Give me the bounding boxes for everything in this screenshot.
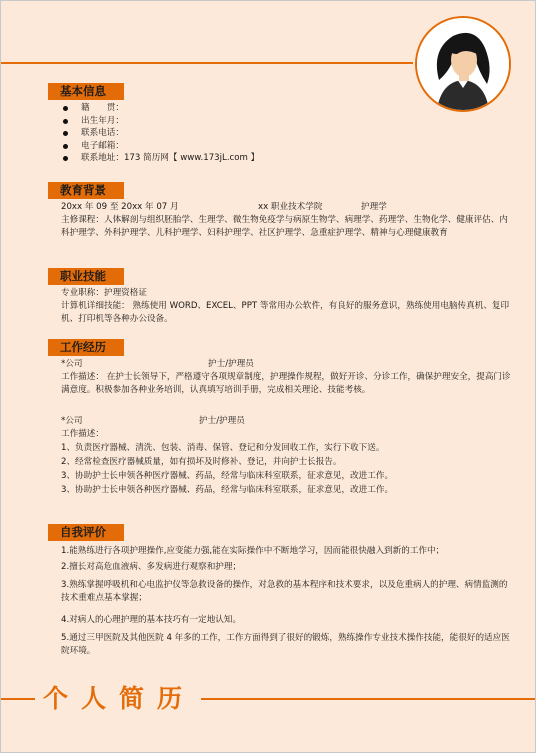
- basic-info-list: [61, 102, 259, 165]
- skills-title: 职业技能: [48, 268, 124, 285]
- woman-avatar-icon: [415, 16, 511, 112]
- hometown-item: 籍 贯：: [61, 102, 259, 115]
- job-2-duty-1: 1、负责医疗器械、清洗、包装、消毒、保管、登记和分发回收工作，实行下收下送。: [61, 443, 385, 453]
- footer-divider-right: [201, 698, 535, 700]
- resume-footer-title: 个人简历: [43, 684, 196, 713]
- self-evaluation-item-3: 3.熟练掌握呼吸机和心电监护仪等急救设备的操作，对急救的基本程序和技术要求，以及危重病人的护理、病情监测的技术重难点基本掌握；: [61, 580, 508, 603]
- footer-divider-left: [1, 698, 35, 700]
- job-2-duty-3: 3、协助护士长申领各种医疗器械、药品，经常与临床科室联系，征求意见，改进工作。: [61, 471, 394, 481]
- self-evaluation-item-1: 1.能熟练进行各项护理操作,应变能力强,能在实际操作中不断地学习，因而能很快融入到新的工作中；: [61, 546, 445, 556]
- self-evaluation-item-4: 4.对病人的心理护理的基本技巧有一定地认知。: [61, 615, 242, 625]
- self-evaluation-item-5: 5.通过三甲医院及其他医院 4 年多的工作，工作方面得到了很好的锻炼，熟练操作专业技术操作技能，能很好的适应医院环境。: [61, 633, 510, 656]
- birth-date-item: 出生年月：: [61, 115, 259, 128]
- skills-certificate: 专业职称：护理资格证: [61, 288, 147, 298]
- job-1-position: 护士/护理员: [208, 359, 254, 369]
- education-school: xx 职业技术学院: [258, 202, 323, 212]
- education-major: 护理学: [361, 202, 387, 212]
- education-period: 20xx 年 09 至 20xx 年 07 月: [61, 202, 179, 212]
- job-2-duty-2: 2、经常检查医疗器械质量，如有损坏及时修补、登记，并向护士长报告。: [61, 457, 342, 467]
- basic-info-title: 基本信息: [48, 83, 124, 100]
- education-courses: 主修课程：人体解剖与组织胚胎学、生理学、微生物免疫学与病原生物学、病理学、药理学、生物化学、健康评估、内科护理学、外科护理学、儿科护理学、妇科护理学、社区护理学、急重症护理学、精神与心理健康教育: [61, 215, 508, 238]
- job-2-company: *公司: [61, 416, 83, 426]
- job-1-description: 工作描述： 在护士长领导下，严格遵守各项规章制度，护理操作规程，做好开诊、分诊工作，确保护理安全，提高门诊满意度。积极参加各种业务培训，认真填写培训手册，完成相关理论、技能考核。: [61, 372, 511, 395]
- self-evaluation-item-2: 2.擅长对高危血液病、多发病进行观察和护理；: [61, 562, 242, 572]
- job-2-duty-4: 3、协助护士长申领各种医疗器械、药品，经常与临床科室联系，征求意见，改进工作。: [61, 485, 394, 495]
- education-title: 教育背景: [48, 182, 124, 199]
- job-1-company: *公司: [61, 359, 83, 369]
- job-2-position: 护士/护理员: [199, 416, 245, 426]
- self-evaluation-title: 自我评价: [48, 524, 124, 541]
- email-item: 电子邮箱：: [61, 140, 259, 153]
- job-2-description-label: 工作描述：: [61, 429, 104, 439]
- phone-item: 联系电话：: [61, 127, 259, 140]
- header-divider: [1, 62, 413, 64]
- address-item: 联系地址：173 简历网【 www.173jL.com 】: [61, 152, 259, 165]
- skills-computer: 计算机详细技能： 熟练使用 WORD、EXCEL、PPT 等常用办公软件，有良好的服务意识，熟练使用电脑传真机、复印机、打印机等各种办公设备。: [61, 301, 510, 324]
- experience-title: 工作经历: [48, 339, 124, 356]
